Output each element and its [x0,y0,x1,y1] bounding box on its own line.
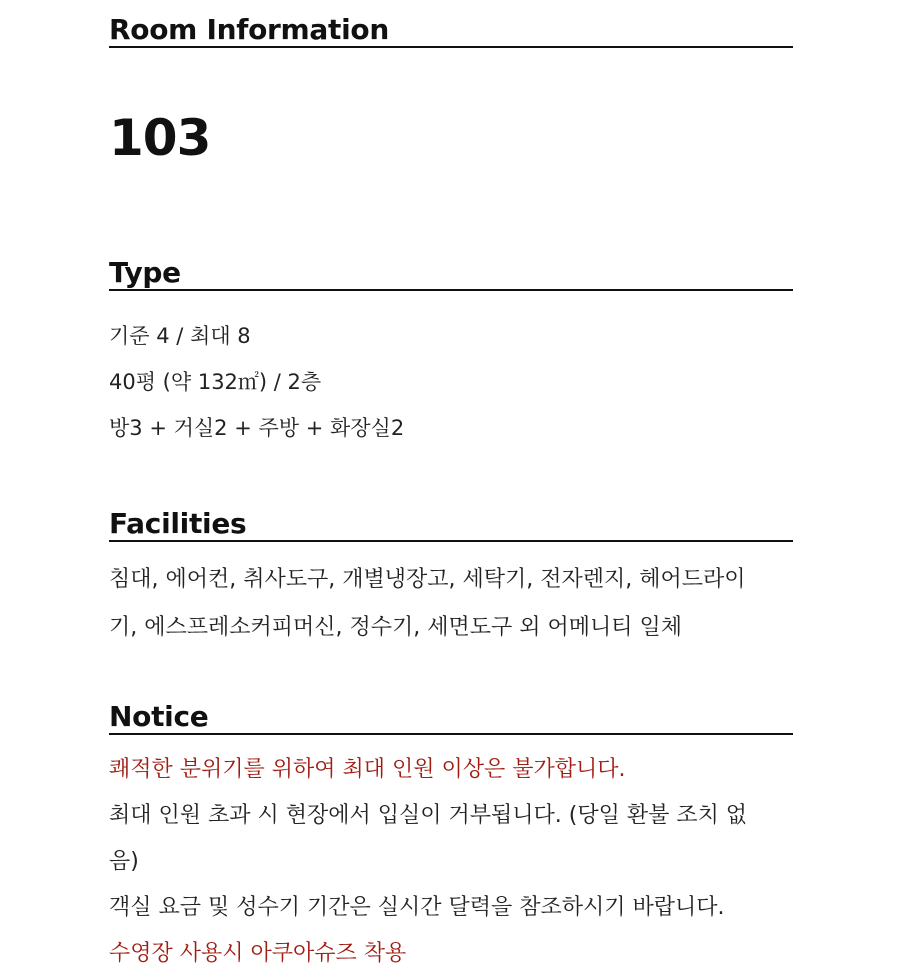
facilities-text-line2: 기, 에스프레소커피머신, 정수기, 세면도구 외 어메니티 일체 [109,615,682,640]
notice-entry-refusal-line2: 음) [109,849,139,874]
room-number: 103 [109,109,211,167]
room-information-heading: Room Information [109,14,793,48]
notice-max-capacity: 쾌적한 분위기를 위하여 최대 인원 이상은 불가합니다. [109,757,626,782]
type-list [109,313,793,451]
type-heading: Type [109,257,793,291]
facilities-heading: Facilities [109,508,793,542]
notice-pricing: 객실 요금 및 성수기 기간은 실시간 달력을 참조하시기 바랍니다. [109,895,725,920]
notice-heading: Notice [109,701,793,735]
notice-pool-shoes: 수영장 사용시 아쿠아슈즈 착용 [109,941,407,966]
notice-entry-refusal [109,793,793,885]
facilities-text-line1: 침대, 에어컨, 취사도구, 개별냉장고, 세탁기, 전자렌지, 헤어드라이 [109,567,746,592]
notice-list [109,747,793,977]
type-rooms: 방3 + 거실2 + 주방 + 화장실2 [109,416,405,440]
type-capacity: 기준 4 / 최대 8 [109,324,251,348]
notice-entry-refusal-line1: 최대 인원 초과 시 현장에서 입실이 거부됩니다. (당일 환불 조치 없 [109,803,748,828]
facilities-text [109,556,793,652]
type-size-floor: 40평 (약 132㎡) / 2층 [109,370,322,394]
room-info-content [109,0,793,977]
